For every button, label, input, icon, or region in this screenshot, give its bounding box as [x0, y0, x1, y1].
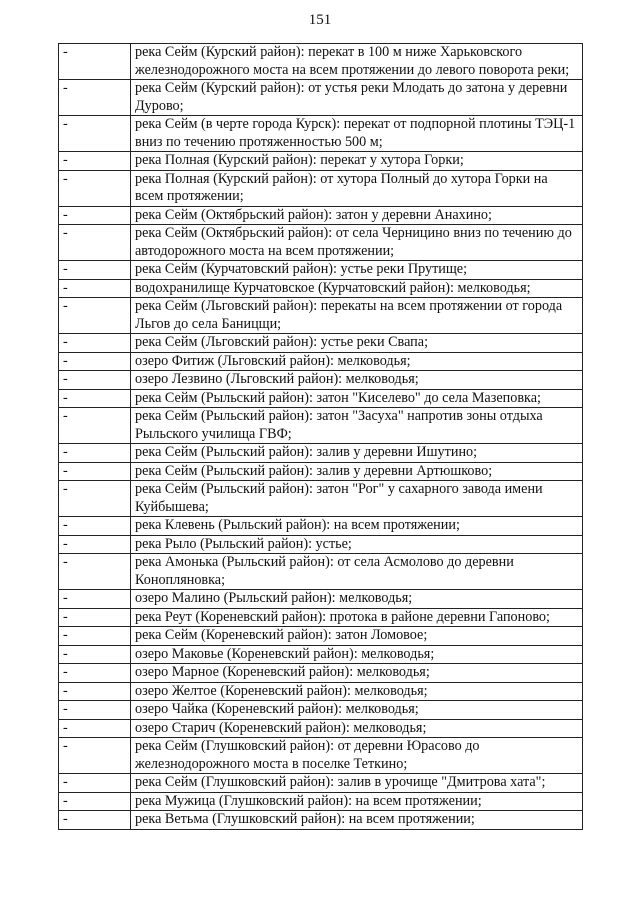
table-row — [59, 608, 583, 627]
row-marker: - — [59, 389, 131, 408]
table-row — [59, 811, 583, 830]
row-text: озеро Фитиж (Льговский район): мелководья; — [131, 352, 583, 371]
row-text: река Рыло (Рыльский район): устье; — [131, 535, 583, 554]
page-number: 151 — [308, 12, 332, 28]
table-row — [59, 261, 583, 280]
row-marker: - — [59, 462, 131, 481]
table-row — [59, 371, 583, 390]
row-marker: - — [59, 554, 131, 590]
table-row — [59, 44, 583, 80]
row-text: река Клевень (Рыльский район): на всем протяжении; — [131, 517, 583, 536]
table-row — [59, 116, 583, 152]
row-text: река Реут (Кореневский район): протока в районе деревни Гапоново; — [131, 608, 583, 627]
row-text: река Сейм (Курский район): от устья реки Млодать до затона у деревни Дурово; — [131, 80, 583, 116]
table-row — [59, 535, 583, 554]
row-text: река Сейм (Кореневский район): затон Ломовое; — [131, 627, 583, 646]
table-row — [59, 334, 583, 353]
table-row — [59, 80, 583, 116]
table-row — [59, 682, 583, 701]
row-text: река Сейм (Рыльский район): затон "Рог" у сахарного завода имени Куйбышева; — [131, 481, 583, 517]
row-text: озеро Желтое (Кореневский район): мелководья; — [131, 682, 583, 701]
table-row — [59, 792, 583, 811]
row-marker: - — [59, 334, 131, 353]
row-text: река Сейм (Рыльский район): затон "Засуха" напротив зоны отдыха Рыльского училища ГВФ; — [131, 408, 583, 444]
row-text: река Сейм (Глушковский район): залив в урочище "Дмитрова хата"; — [131, 774, 583, 793]
row-marker: - — [59, 298, 131, 334]
row-text: река Сейм (Октябрьский район): от села Черницино вниз по течению до автодорожного моста на всем протяжении; — [131, 225, 583, 261]
table-body — [59, 44, 583, 830]
row-text: озеро Малино (Рыльский район): мелководья; — [131, 590, 583, 609]
row-marker: - — [59, 774, 131, 793]
row-marker: - — [59, 116, 131, 152]
table-row — [59, 225, 583, 261]
row-text: река Полная (Курский район): перекат у хутора Горки; — [131, 152, 583, 171]
row-marker: - — [59, 792, 131, 811]
row-marker: - — [59, 590, 131, 609]
row-text: река Сейм (Рыльский район): залив у деревни Ишутино; — [131, 444, 583, 463]
row-marker: - — [59, 352, 131, 371]
row-marker: - — [59, 811, 131, 830]
row-marker: - — [59, 408, 131, 444]
table-row — [59, 389, 583, 408]
row-text: река Сейм (в черте города Курск): перекат от подпорной плотины ТЭЦ-1 вниз по течению протяженностью 500 м; — [131, 116, 583, 152]
row-marker: - — [59, 371, 131, 390]
row-text: река Амонька (Рыльский район): от села Асмолово до деревни Конопляновка; — [131, 554, 583, 590]
row-text: река Сейм (Курчатовский район): устье реки Прутище; — [131, 261, 583, 280]
table-row — [59, 774, 583, 793]
row-text: река Сейм (Рыльский район): затон "Киселево" до села Мазеповка; — [131, 389, 583, 408]
row-marker: - — [59, 719, 131, 738]
row-text: река Сейм (Льговский район): устье реки Свапа; — [131, 334, 583, 353]
row-marker: - — [59, 170, 131, 206]
row-marker: - — [59, 517, 131, 536]
table-row — [59, 298, 583, 334]
table-row — [59, 152, 583, 171]
row-text: озеро Марное (Кореневский район): мелководья; — [131, 664, 583, 683]
row-text: река Сейм (Глушковский район): от деревни Юрасово до железнодорожного моста в поселке Теткино; — [131, 738, 583, 774]
table-row — [59, 408, 583, 444]
table-row — [59, 664, 583, 683]
row-marker: - — [59, 80, 131, 116]
row-text: река Полная (Курский район): от хутора Полный до хутора Горки на всем протяжении; — [131, 170, 583, 206]
row-marker: - — [59, 261, 131, 280]
table-row — [59, 738, 583, 774]
row-text: река Мужица (Глушковский район): на всем протяжении; — [131, 792, 583, 811]
row-marker: - — [59, 481, 131, 517]
row-text: река Сейм (Рыльский район): залив у деревни Артюшково; — [131, 462, 583, 481]
row-marker: - — [59, 701, 131, 720]
table-row — [59, 279, 583, 298]
table-row — [59, 206, 583, 225]
table-row — [59, 517, 583, 536]
table-row — [59, 719, 583, 738]
row-marker: - — [59, 627, 131, 646]
row-text: водохранилище Курчатовское (Курчатовский район): мелководья; — [131, 279, 583, 298]
row-marker: - — [59, 738, 131, 774]
row-marker: - — [59, 682, 131, 701]
row-text: озеро Лезвино (Льговский район): мелководья; — [131, 371, 583, 390]
water-bodies-table — [58, 43, 583, 830]
row-text: река Сейм (Льговский район): перекаты на всем протяжении от города Льгов до села Баницщи; — [131, 298, 583, 334]
row-marker: - — [59, 664, 131, 683]
row-marker: - — [59, 206, 131, 225]
table-row — [59, 701, 583, 720]
row-text: река Сейм (Октябрьский район): затон у деревни Анахино; — [131, 206, 583, 225]
table-row — [59, 444, 583, 463]
table-row — [59, 590, 583, 609]
row-marker: - — [59, 645, 131, 664]
row-text: озеро Старич (Кореневский район): мелководья; — [131, 719, 583, 738]
row-marker: - — [59, 535, 131, 554]
row-marker: - — [59, 152, 131, 171]
row-marker: - — [59, 444, 131, 463]
row-marker: - — [59, 608, 131, 627]
row-text: река Сейм (Курский район): перекат в 100 м ниже Харьковского железнодорожного моста на всем протяжении до левого поворота реки; — [131, 44, 583, 80]
row-text: озеро Чайка (Кореневский район): мелководья; — [131, 701, 583, 720]
table-row — [59, 554, 583, 590]
table-row — [59, 462, 583, 481]
row-text: озеро Маковье (Кореневский район): мелководья; — [131, 645, 583, 664]
table-row — [59, 481, 583, 517]
row-marker: - — [59, 225, 131, 261]
row-text: река Ветьма (Глушковский район): на всем протяжении; — [131, 811, 583, 830]
table-row — [59, 627, 583, 646]
row-marker: - — [59, 44, 131, 80]
table-row — [59, 352, 583, 371]
table-row — [59, 645, 583, 664]
table-row — [59, 170, 583, 206]
row-marker: - — [59, 279, 131, 298]
